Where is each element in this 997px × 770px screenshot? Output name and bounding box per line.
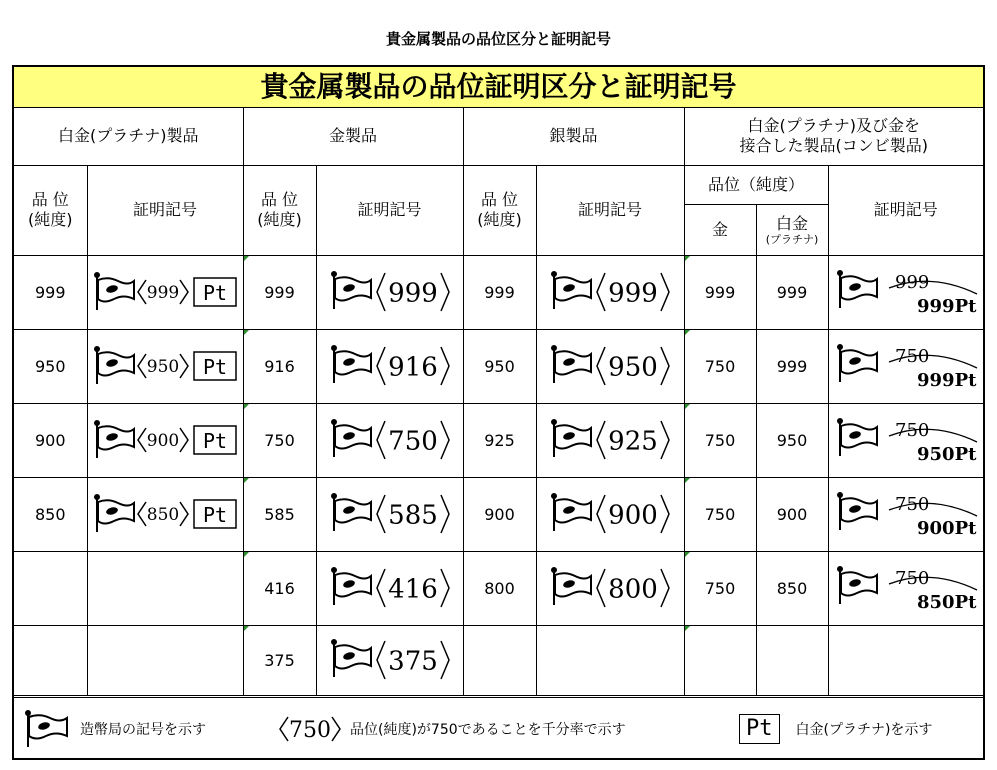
mint-flag-icon xyxy=(837,566,877,604)
silver-hallmark xyxy=(545,267,675,317)
banner-title: 貴金属製品の品位証明区分と証明記号 xyxy=(14,67,983,108)
combi-platinum-cell: 900 xyxy=(756,477,828,551)
combi-platinum-mark: 999Pt xyxy=(916,296,977,317)
combi-mark-cell xyxy=(828,403,983,477)
pt-label: Pt xyxy=(202,429,228,453)
grade-label: 品 位 xyxy=(260,190,299,209)
mint-flag-icon xyxy=(551,493,591,531)
legend-grade-example: 750 xyxy=(289,717,331,743)
pt-label: Pt xyxy=(202,503,228,527)
combi-gold-mark: 750 xyxy=(894,568,930,589)
legend-mint xyxy=(24,698,206,759)
mint-flag-icon xyxy=(837,492,877,530)
mint-flag-icon xyxy=(331,419,371,457)
combi-hallmark xyxy=(831,266,981,318)
header-gold: 金製品 xyxy=(243,107,463,165)
mint-flag-icon xyxy=(331,567,371,605)
pt-label: Pt xyxy=(202,281,228,305)
gold-hallmark xyxy=(325,415,455,465)
combi-platinum-small: (プラチナ) xyxy=(765,232,819,246)
silver-grade-cell: 925 xyxy=(463,403,536,477)
silver-hallmark xyxy=(545,563,675,613)
gold-mark-cell xyxy=(316,477,463,551)
platinum-mark-cell xyxy=(87,329,243,403)
gold-hallmark-grade: 416 xyxy=(387,574,438,605)
platinum-grade-cell xyxy=(14,625,87,695)
gold-mark-cell xyxy=(316,403,463,477)
combi-gold-cell: 750 xyxy=(684,403,756,477)
combi-platinum-label: 白金 xyxy=(775,213,808,233)
platinum-grade-header xyxy=(14,165,87,255)
mint-flag-icon xyxy=(331,271,371,309)
grade-label: 品 位 xyxy=(480,190,519,209)
mint-flag-icon xyxy=(94,420,134,458)
silver-hallmark xyxy=(545,415,675,465)
legend xyxy=(14,697,983,759)
platinum-hallmark xyxy=(90,344,240,388)
gold-mark-cell xyxy=(316,329,463,403)
gold-hallmark-grade: 999 xyxy=(387,278,438,309)
combi-gold-cell: 999 xyxy=(684,255,756,329)
combi-hallmark xyxy=(831,340,981,392)
combi-mark-cell xyxy=(828,625,983,695)
combi-gold-cell: 750 xyxy=(684,329,756,403)
silver-hallmark-grade: 950 xyxy=(608,352,658,383)
gold-hallmark-grade: 375 xyxy=(387,646,438,677)
mint-flag-icon xyxy=(94,494,134,532)
grade-hallmark-icon xyxy=(276,709,344,749)
combi-platinum-cell xyxy=(756,625,828,695)
silver-hallmark-grade: 999 xyxy=(608,278,658,309)
platinum-mark-header: 証明記号 xyxy=(87,165,243,255)
combi-mark-cell xyxy=(828,477,983,551)
gold-hallmark xyxy=(325,563,455,613)
header-combi xyxy=(684,107,983,165)
legend-grade-text: 品位(純度)が750であることを千分率で示す xyxy=(350,721,626,738)
combi-mark-cell xyxy=(828,255,983,329)
silver-mark-cell xyxy=(536,329,684,403)
silver-grade-cell xyxy=(463,625,536,695)
purity-label: (純度) xyxy=(477,210,522,229)
legend-grade xyxy=(276,698,626,759)
gold-mark-cell xyxy=(316,255,463,329)
platinum-grade-cell xyxy=(14,551,87,625)
gold-grade-header xyxy=(243,165,316,255)
silver-mark-cell xyxy=(536,625,684,695)
platinum-hallmark xyxy=(90,418,240,462)
combi-platinum-mark: 950Pt xyxy=(916,444,977,465)
header-platinum: 白金(プラチナ)製品 xyxy=(14,107,243,165)
combi-platinum-cell: 999 xyxy=(756,255,828,329)
silver-hallmark xyxy=(545,489,675,539)
grade-label: 品 位 xyxy=(31,190,69,209)
silver-mark-cell xyxy=(536,255,684,329)
header-combi-line2: 接合した製品(コンビ製品) xyxy=(739,135,928,155)
platinum-hallmark xyxy=(90,270,240,314)
table-row xyxy=(14,329,983,403)
gold-hallmark xyxy=(325,489,455,539)
platinum-grade-mark: 950 xyxy=(146,357,180,378)
platinum-grade-mark: 999 xyxy=(146,283,180,304)
mint-flag-icon xyxy=(331,345,371,383)
combi-platinum-cell: 999 xyxy=(756,329,828,403)
gold-mark-cell xyxy=(316,625,463,695)
mint-flag-icon xyxy=(331,493,371,531)
combi-grade-header: 品位（純度） xyxy=(684,165,828,204)
silver-grade-cell: 900 xyxy=(463,477,536,551)
platinum-grade-cell: 900 xyxy=(14,403,87,477)
platinum-grade-cell: 950 xyxy=(14,329,87,403)
gold-grade-cell: 999 xyxy=(243,255,316,329)
mint-flag-icon xyxy=(551,419,591,457)
hallmark-table xyxy=(14,107,983,696)
mint-flag-icon xyxy=(24,709,70,749)
header-combi-line1: 白金(プラチナ)及び金を xyxy=(747,115,920,135)
gold-grade-cell: 375 xyxy=(243,625,316,695)
gold-hallmark-grade: 585 xyxy=(387,500,438,531)
gold-grade-cell: 585 xyxy=(243,477,316,551)
combi-hallmark xyxy=(831,414,981,466)
combi-gold-mark: 999 xyxy=(894,272,930,293)
combi-platinum-mark: 850Pt xyxy=(916,592,977,613)
gold-grade-cell: 416 xyxy=(243,551,316,625)
platinum-grade-cell: 999 xyxy=(14,255,87,329)
mint-flag-icon xyxy=(94,346,134,384)
mint-flag-icon xyxy=(551,345,591,383)
table-row xyxy=(14,403,983,477)
platinum-mark-cell xyxy=(87,625,243,695)
silver-grade-cell: 999 xyxy=(463,255,536,329)
combi-mark-header: 証明記号 xyxy=(828,165,983,255)
combi-hallmark xyxy=(831,562,981,614)
table-row xyxy=(14,551,983,625)
silver-mark-cell xyxy=(536,477,684,551)
silver-hallmark xyxy=(545,341,675,391)
table-row xyxy=(14,625,983,695)
mint-flag-icon xyxy=(551,567,591,605)
gold-hallmark-grade: 750 xyxy=(387,426,438,457)
silver-hallmark-grade: 800 xyxy=(608,574,658,605)
combi-platinum-mark: 900Pt xyxy=(916,518,977,539)
combi-platinum-cell: 950 xyxy=(756,403,828,477)
combi-gold-mark: 750 xyxy=(894,420,930,441)
table-row xyxy=(14,255,983,329)
mint-flag-icon xyxy=(837,344,877,382)
combi-gold-header: 金 xyxy=(684,204,756,255)
silver-mark-header: 証明記号 xyxy=(536,165,684,255)
silver-grade-header xyxy=(463,165,536,255)
legend-pt-box: Pt xyxy=(739,714,780,744)
header-silver: 銀製品 xyxy=(463,107,684,165)
combi-gold-cell xyxy=(684,625,756,695)
platinum-mark-cell xyxy=(87,255,243,329)
legend-mint-text: 造幣局の記号を示す xyxy=(80,721,206,738)
platinum-mark-cell xyxy=(87,403,243,477)
combi-mark-cell xyxy=(828,551,983,625)
silver-hallmark-grade: 925 xyxy=(608,426,658,457)
combi-hallmark xyxy=(831,488,981,540)
platinum-mark-cell xyxy=(87,551,243,625)
legend-pt-text: 白金(プラチナ)を示す xyxy=(795,721,933,738)
silver-grade-cell: 950 xyxy=(463,329,536,403)
gold-hallmark-grade: 916 xyxy=(387,352,438,383)
pt-label: Pt xyxy=(202,355,228,379)
combi-platinum-header xyxy=(756,204,828,255)
gold-hallmark xyxy=(325,267,455,317)
table-row xyxy=(14,477,983,551)
legend-pt xyxy=(739,698,932,759)
combi-platinum-cell: 850 xyxy=(756,551,828,625)
mint-flag-icon xyxy=(837,418,877,456)
silver-hallmark-grade: 900 xyxy=(608,500,658,531)
gold-hallmark xyxy=(325,341,455,391)
platinum-grade-mark: 900 xyxy=(146,431,180,452)
silver-grade-cell: 800 xyxy=(463,551,536,625)
table-frame xyxy=(12,65,985,760)
gold-hallmark xyxy=(325,635,455,685)
combi-platinum-mark: 999Pt xyxy=(916,370,977,391)
purity-label: (純度) xyxy=(28,210,73,229)
gold-mark-header: 証明記号 xyxy=(316,165,463,255)
mint-flag-icon xyxy=(94,272,134,310)
platinum-grade-mark: 850 xyxy=(146,505,180,526)
silver-mark-cell xyxy=(536,551,684,625)
combi-gold-mark: 750 xyxy=(894,346,930,367)
platinum-grade-cell: 850 xyxy=(14,477,87,551)
silver-mark-cell xyxy=(536,403,684,477)
mint-flag-icon xyxy=(551,271,591,309)
combi-gold-cell: 750 xyxy=(684,477,756,551)
combi-gold-cell: 750 xyxy=(684,551,756,625)
purity-label: (純度) xyxy=(257,210,302,229)
mint-flag-icon xyxy=(837,270,877,308)
platinum-mark-cell xyxy=(87,477,243,551)
gold-grade-cell: 750 xyxy=(243,403,316,477)
mint-flag-icon xyxy=(331,639,371,677)
combi-mark-cell xyxy=(828,329,983,403)
platinum-hallmark xyxy=(90,492,240,536)
page-title: 貴金属製品の品位区分と証明記号 xyxy=(385,30,611,48)
gold-grade-cell: 916 xyxy=(243,329,316,403)
gold-mark-cell xyxy=(316,551,463,625)
combi-gold-mark: 750 xyxy=(894,494,930,515)
